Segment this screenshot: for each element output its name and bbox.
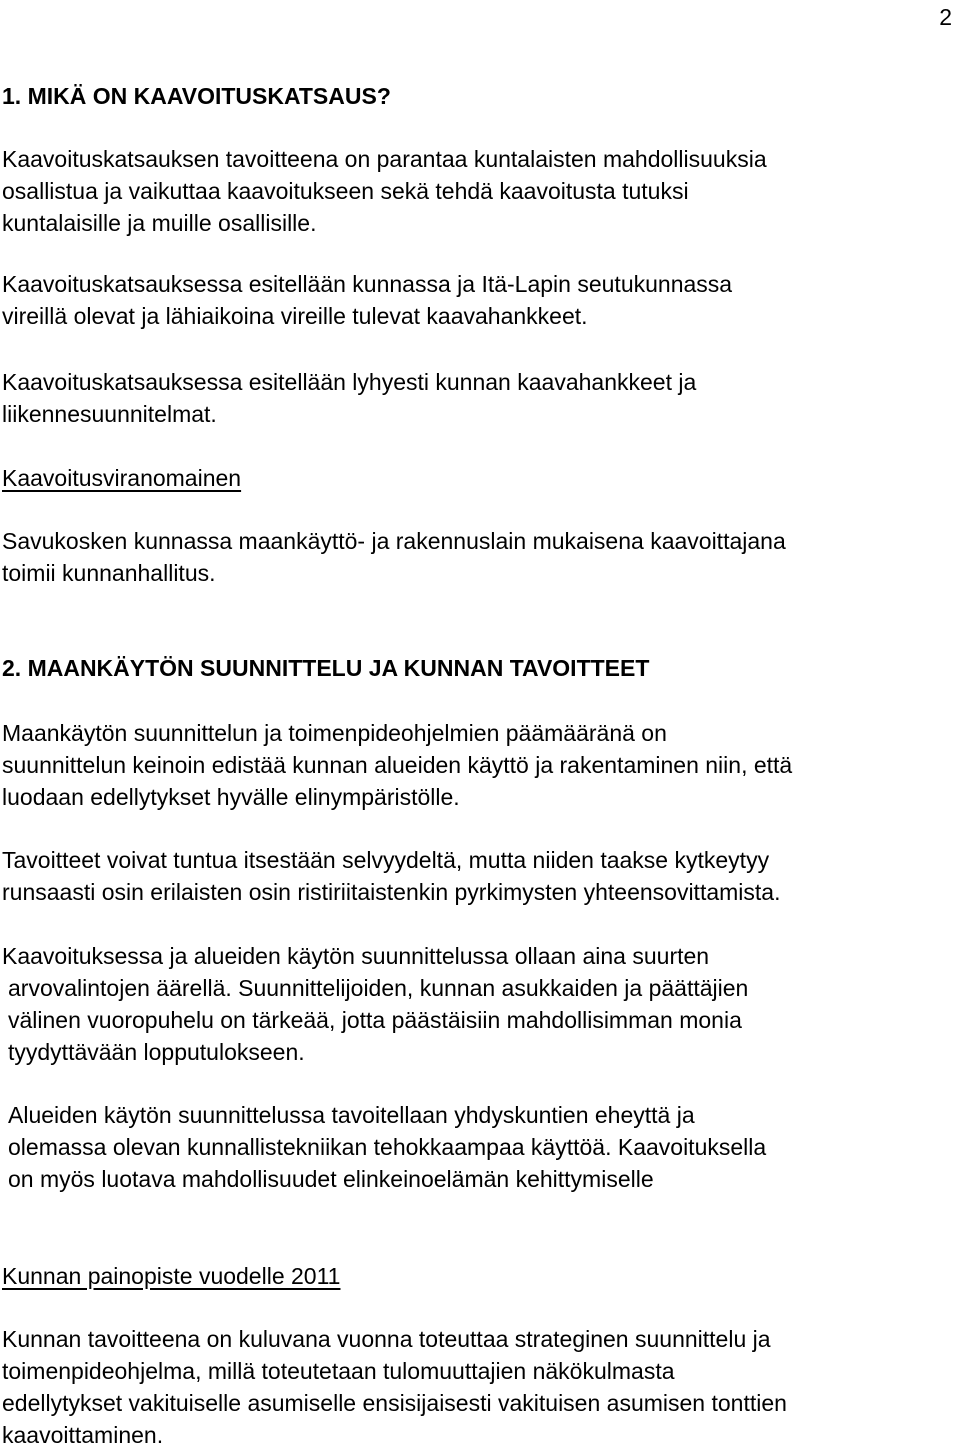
text-line: Kunnan tavoitteena on kuluvana vuonna toteuttaa strateginen suunnittelu ja [2, 1326, 771, 1352]
text-line: runsaasti osin erilaisten osin ristiriitaistenkin pyrkimysten yhteensovittamista. [2, 879, 781, 905]
text-line: Kaavoituskatsauksen tavoitteena on parantaa kuntalaisten mahdollisuuksia [2, 146, 767, 172]
subheading-kaavoitusviranomainen: Kaavoitusviranomainen [2, 465, 242, 491]
text-line: Savukosken kunnassa maankäyttö- ja rakennuslain mukaisena kaavoittajana [2, 528, 786, 554]
text-line: Kaavoituskatsauksessa esitellään lyhyesti kunnan kaavahankkeet ja [2, 369, 697, 395]
text-line: Alueiden käytön suunnittelussa tavoitellaan yhdyskuntien eheyttä ja [8, 1102, 695, 1128]
text-line: kuntalaisille ja muille osallisille. [2, 210, 317, 236]
text-line: suunnittelun keinoin edistää kunnan alueiden käyttö ja rakentaminen niin, että [2, 752, 793, 778]
text-line: edellytykset vakituiselle asumiselle ensisijaisesti vakituisen asumisen tonttien [2, 1390, 787, 1416]
text-line: Kaavoituksessa ja alueiden käytön suunnittelussa ollaan aina suurten [2, 943, 710, 969]
section-2-heading: 2. MAANKÄYTÖN SUUNNITTELU JA KUNNAN TAVOITTEET [2, 655, 650, 681]
section-2-paragraph-3 [2, 940, 957, 1068]
text-line: osallistua ja vaikuttaa kaavoitukseen sekä tehdä kaavoitusta tutuksi [2, 178, 689, 204]
text-line: toimii kunnanhallitus. [2, 560, 216, 586]
text-line: toimenpideohjelma, millä toteutetaan tulomuuttajien näkökulmasta [2, 1358, 675, 1384]
text-line: arvovalintojen äärellä. Suunnittelijoiden, kunnan asukkaiden ja päättäjien [8, 975, 749, 1001]
section-2-paragraph-5 [2, 1323, 957, 1451]
text-line: Tavoitteet voivat tuntua itsestään selvyydeltä, mutta niiden taakse kytkeytyy [2, 847, 770, 873]
text-line: on myös luotava mahdollisuudet elinkeinoelämän kehittymiselle [8, 1166, 654, 1192]
section-1-heading: 1. MIKÄ ON KAAVOITUSKATSAUS? [2, 83, 391, 109]
text-line: luodaan edellytykset hyvälle elinympäristölle. [2, 784, 460, 810]
text-line: kaavoittaminen. [2, 1422, 164, 1448]
text-line: vireillä olevat ja lähiaikoina vireille tulevat kaavahankkeet. [2, 303, 588, 329]
section-1-paragraph-1 [2, 143, 957, 239]
text-line: olemassa olevan kunnallistekniikan tehokkaampaa käyttöä. Kaavoituksella [8, 1134, 767, 1160]
page-number: 2 [939, 4, 952, 30]
text-line: Kaavoituskatsauksessa esitellään kunnassa ja Itä-Lapin seutukunnassa [2, 271, 733, 297]
section-1-paragraph-4 [2, 525, 957, 589]
text-line: välinen vuoropuhelu on tärkeää, jotta päästäisiin mahdollisimman monia [8, 1007, 742, 1033]
section-2-paragraph-1 [2, 717, 957, 813]
subheading-kunnan-painopiste: Kunnan painopiste vuodelle 2011 [2, 1263, 341, 1289]
section-1-paragraph-3 [2, 366, 957, 430]
text-line: tyydyttävään lopputulokseen. [8, 1039, 305, 1065]
text-line: Maankäytön suunnittelun ja toimenpideohjelmien päämääränä on [2, 720, 667, 746]
text-line: liikennesuunnitelmat. [2, 401, 217, 427]
section-1-paragraph-2 [2, 268, 957, 332]
section-2-paragraph-4 [2, 1099, 957, 1195]
section-2-paragraph-2 [2, 844, 957, 908]
